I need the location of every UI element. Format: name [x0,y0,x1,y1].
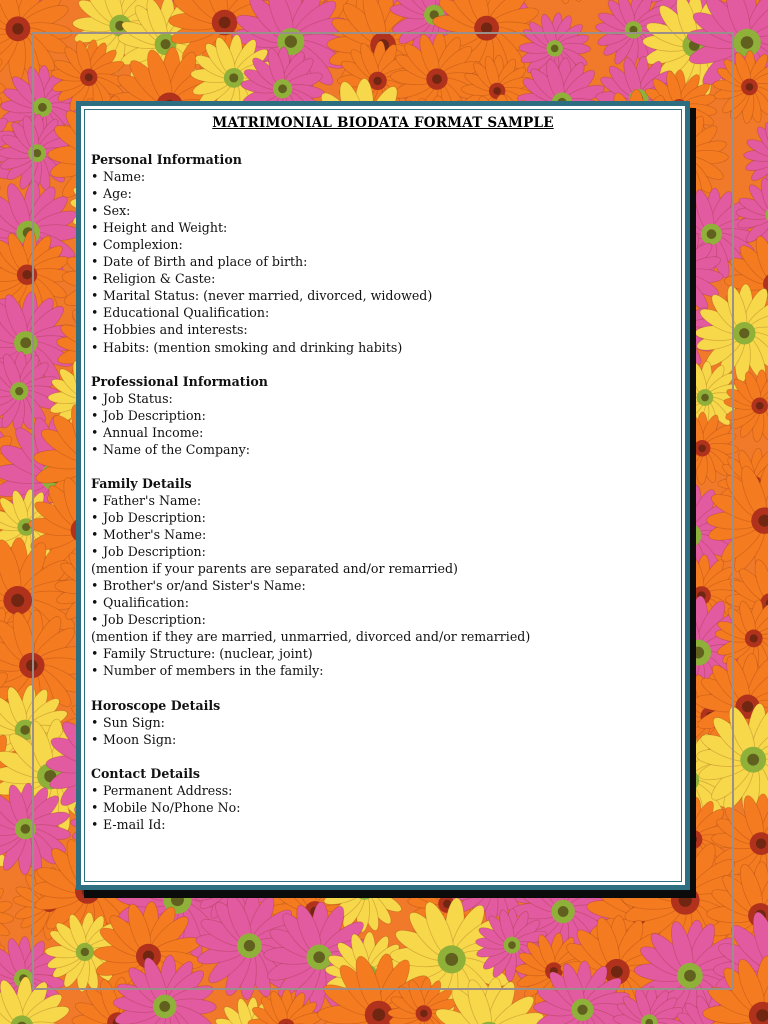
bullet-dot-icon: • [91,646,99,662]
bullet-item [91,253,675,270]
item-text: Job Description: [103,509,206,525]
item-text: Annual Income: [103,424,204,440]
bullet-item [91,441,675,458]
item-text: Permanent Address: [103,782,233,798]
bullet-dot-icon: • [91,595,99,611]
bullet-item [91,321,675,338]
bullet-item [91,731,675,748]
item-text: Complexion: [103,237,183,253]
bullet-item [91,816,675,833]
bullet-item [91,168,675,185]
item-text: (mention if they are married, unmarried, divorced and/or remarried) [91,629,531,645]
bullet-dot-icon: • [91,816,99,832]
bullet-dot-icon: • [91,288,99,304]
bullet-item [91,714,675,731]
bullet-item [91,799,675,816]
item-text: Name: [103,169,146,185]
section-horoscope-details [91,697,675,748]
bullet-dot-icon: • [91,220,99,236]
bullet-dot-icon: • [91,492,99,508]
biodata-content [91,151,675,833]
section-professional-information [91,373,675,458]
bullet-dot-icon: • [91,441,99,457]
item-text: Date of Birth and place of birth: [103,254,308,270]
bullet-item [91,287,675,304]
bullet-item [91,390,675,407]
note-line [91,628,675,645]
bullet-item [91,782,675,799]
item-text: Marital Status: (never married, divorced, widowed) [103,288,433,304]
bullet-item [91,270,675,287]
item-text: Job Description: [103,544,206,560]
bullet-dot-icon: • [91,254,99,270]
section-family-details [91,475,675,680]
bullet-item [91,219,675,236]
bullet-item [91,407,675,424]
item-text: Height and Weight: [103,220,228,236]
gerbera-daisy-flower-icon [526,0,606,4]
item-text: Habits: (mention smoking and drinking habits) [103,339,403,355]
item-text: Job Description: [103,407,206,423]
item-text: Qualification: [103,595,189,611]
bullet-item [91,202,675,219]
bullet-dot-icon: • [91,509,99,525]
item-text: Educational Qualification: [103,305,270,321]
item-text: Sun Sign: [103,714,165,730]
section-spacer [91,356,675,373]
bullet-dot-icon: • [91,424,99,440]
section-spacer [91,679,675,696]
bullet-dot-icon: • [91,578,99,594]
bullet-item [91,577,675,594]
section-spacer [91,748,675,765]
item-text: Name of the Company: [103,441,250,457]
bullet-item [91,236,675,253]
item-text: E-mail Id: [103,816,166,832]
bullet-dot-icon: • [91,203,99,219]
biodata-card [76,101,690,890]
item-text: Family Structure: (nuclear, joint) [103,646,313,662]
section-spacer [91,458,675,475]
bullet-item [91,185,675,202]
bullet-dot-icon: • [91,612,99,628]
section-personal-information [91,151,675,356]
bullet-dot-icon: • [91,390,99,406]
item-text: Hobbies and interests: [103,322,248,338]
bullet-item [91,645,675,662]
item-text: Brother's or/and Sister's Name: [103,578,306,594]
bullet-item [91,509,675,526]
item-text: Sex: [103,203,131,219]
bullet-dot-icon: • [91,527,99,543]
bullet-dot-icon: • [91,799,99,815]
item-text: Job Status: [103,390,173,406]
bullet-dot-icon: • [91,339,99,355]
item-text: (mention if your parents are separated and/or remarried) [91,561,458,577]
bullet-item [91,526,675,543]
bullet-dot-icon: • [91,322,99,338]
bullet-dot-icon: • [91,714,99,730]
item-text: Mobile No/Phone No: [103,799,241,815]
section-heading: Personal Information [91,152,242,167]
item-text: Job Description: [103,612,206,628]
bullet-item [91,304,675,321]
item-text: Moon Sign: [103,731,177,747]
bullet-item [91,611,675,628]
bullet-dot-icon: • [91,305,99,321]
section-contact-details [91,765,675,833]
bullet-item [91,543,675,560]
bullet-dot-icon: • [91,663,99,679]
bullet-item [91,662,675,679]
bullet-dot-icon: • [91,782,99,798]
bullet-item [91,594,675,611]
item-text: Number of members in the family: [103,663,324,679]
note-line [91,560,675,577]
bullet-dot-icon: • [91,169,99,185]
item-text: Father's Name: [103,492,202,508]
item-text: Religion & Caste: [103,271,216,287]
bullet-dot-icon: • [91,186,99,202]
item-text: Age: [103,186,132,202]
bullet-item [91,492,675,509]
bullet-dot-icon: • [91,407,99,423]
bullet-dot-icon: • [91,271,99,287]
item-text: Mother's Name: [103,527,207,543]
bullet-dot-icon: • [91,544,99,560]
bullet-item [91,339,675,356]
section-heading: Professional Information [91,373,268,389]
section-heading: Family Details [91,475,192,491]
bullet-dot-icon: • [91,237,99,253]
document-title: MATRIMONIAL BIODATA FORMAT SAMPLE [212,115,554,131]
bullet-item [91,424,675,441]
section-heading: Horoscope Details [91,697,221,713]
bullet-dot-icon: • [91,731,99,747]
section-heading: Contact Details [91,765,200,781]
